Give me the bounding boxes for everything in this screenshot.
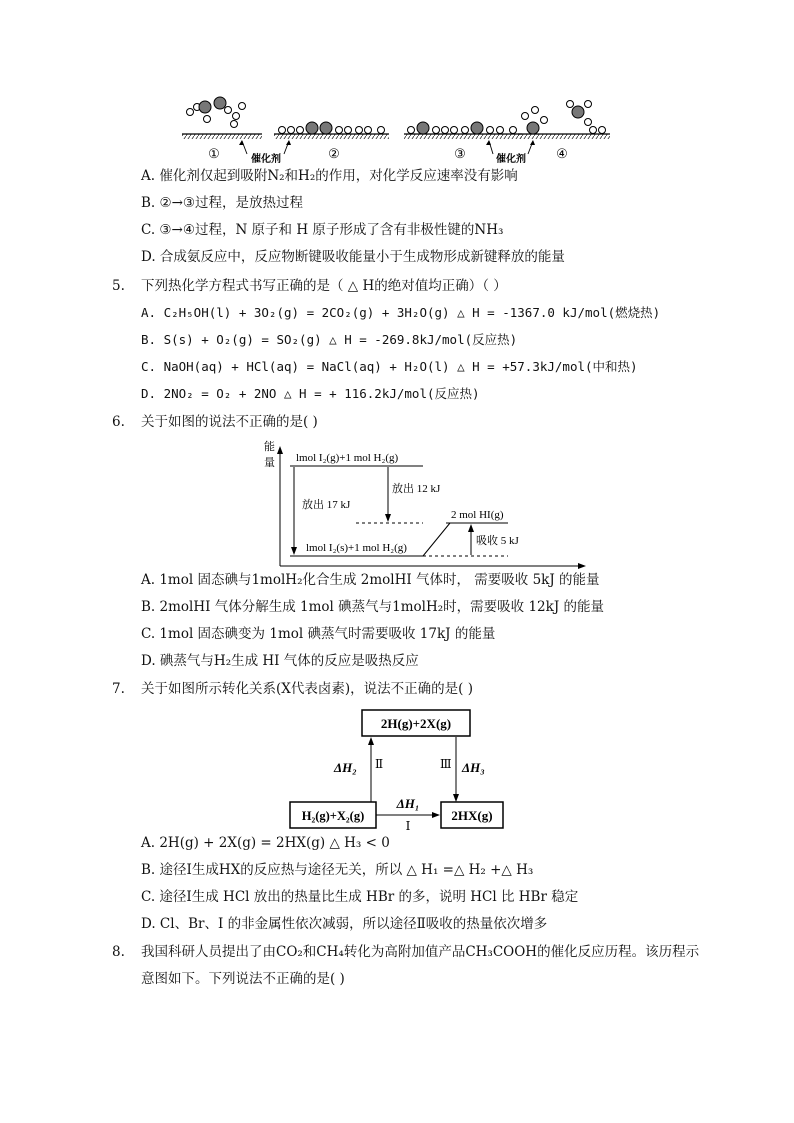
box-top-label: 2H(g)+2X(g) — [380, 716, 452, 731]
panel-1 — [182, 97, 262, 139]
q7-option-b: B. 途径Ⅰ生成HX的反应热与途径无关，所以 △ H₁ =△ H₂ +△ H₃ — [141, 862, 534, 878]
q4-option-c: C. ③→④过程，N 原子和 H 原子形成了含有非极性键的NH₃ — [141, 222, 504, 238]
catalyst-label-2: 催化剂 — [496, 154, 526, 165]
q7-number: 7. — [112, 681, 125, 697]
q6-stem: 关于如图的说法不正确的是( ) — [141, 414, 318, 430]
top-level-label: lmol I₂(g)+1 mol H₂(g) — [296, 452, 399, 464]
q4-option-a: A. 催化剂仅起到吸附N₂和H₂的作用，对化学反应速率没有影响 — [141, 168, 518, 184]
q6-option-b: B. 2molHI 气体分解生成 1mol 碘蒸气与1molH₂时，需要吸收 12kJ 的能量 — [141, 599, 605, 615]
q5-number: 5. — [112, 278, 125, 294]
q5-option-d: D. 2NO₂ = O₂ + 2NO △ H = + 116.2kJ/mol(反应热) — [141, 386, 480, 401]
q5-option-b: B. S(s) + O₂(g) = SO₂(g) △ H = -269.8kJ/mol(反应热) — [141, 332, 518, 347]
box-right-label: 2HX(g) — [451, 808, 493, 823]
release-17-label: 放出 17 kJ — [302, 499, 351, 511]
energy-level-diagram — [258, 436, 588, 572]
q7-option-d: D. Cl、Br、I 的非金属性依次减弱，所以途径Ⅱ吸收的热量依次增多 — [141, 916, 548, 932]
q8-number: 8. — [112, 944, 125, 960]
path2-label: Ⅱ — [375, 757, 384, 771]
label-1: ① — [208, 146, 220, 161]
panel-3 — [404, 122, 522, 139]
q7-option-a: A. 2H(g) + 2X(g) = 2HX(g) △ H₃ < 0 — [141, 835, 390, 851]
catalyst-process-figure — [178, 94, 618, 166]
catalyst-label-1: 催化剂 — [251, 154, 281, 165]
bottom-level-label: lmol I₂(s)+1 mol H₂(g) — [306, 542, 407, 554]
q7-stem: 关于如图所示转化关系(X代表卤素)，说法不正确的是( ) — [141, 681, 473, 697]
q8-stem-line1: 我国科研人员提出了由CO₂和CH₄转化为高附加值产品CH₃COOH的催化反应历程。该历程示 — [141, 944, 700, 960]
path1-label: Ⅰ — [405, 819, 411, 833]
release-12-label: 放出 12 kJ — [392, 483, 441, 495]
q8-stem-line2: 意图如下。下列说法不正确的是( ) — [141, 971, 345, 987]
q5-option-a: A. C₂H₅OH(l) + 3O₂(g) = 2CO₂(g) + 3H₂O(g) △ H = -1367.0 kJ/mol(燃烧热) — [141, 305, 661, 320]
mid-level-label: 2 mol HI(g) — [451, 509, 504, 521]
dh1-label: ΔH₁ — [396, 796, 420, 811]
q6-option-c: C. 1mol 固态碘变为 1mol 碘蒸气时需要吸收 17kJ 的能量 — [141, 626, 496, 642]
q5-stem: 下列热化学方程式书写正确的是（ △ H的绝对值均正确）（ ） — [141, 278, 507, 294]
label-2: ② — [328, 146, 340, 161]
label-4: ④ — [556, 146, 568, 161]
q6-number: 6. — [112, 414, 125, 430]
q6-option-d: D. 碘蒸气与H₂生成 HI 气体的反应是吸热反应 — [141, 653, 419, 669]
hess-cycle-diagram — [286, 704, 516, 834]
box-left-label: H₂(g)+X₂(g) — [301, 809, 365, 823]
path3-label: Ⅲ — [440, 757, 452, 771]
q4-option-b: B. ②→③过程，是放热过程 — [141, 195, 304, 211]
q6-option-a: A. 1mol 固态碘与1molH₂化合生成 2molHI 气体时， 需要吸收 5kJ 的能量 — [141, 572, 600, 588]
q5-option-c: C. NaOH(aq) + HCl(aq) = NaCl(aq) + H₂O(l) △ H = +57.3kJ/mol(中和热) — [141, 359, 638, 374]
absorb-5-label: 吸收 5 kJ — [476, 535, 519, 547]
y-axis-label-top: 能 — [264, 441, 275, 453]
q7-option-c: C. 途径Ⅰ生成 HCl 放出的热量比生成 HBr 的多，说明 HCl 比 HBr 稳定 — [141, 889, 579, 905]
dh3-label: ΔH₃ — [462, 760, 485, 775]
dh2-label: ΔH₂ — [334, 760, 357, 775]
panel-4 — [518, 101, 610, 140]
label-3: ③ — [454, 146, 466, 161]
panel-2 — [274, 122, 389, 139]
q4-option-d: D. 合成氨反应中，反应物断键吸收能量小于生成物形成新键释放的能量 — [141, 249, 565, 265]
y-axis-label-bottom: 量 — [264, 457, 275, 469]
